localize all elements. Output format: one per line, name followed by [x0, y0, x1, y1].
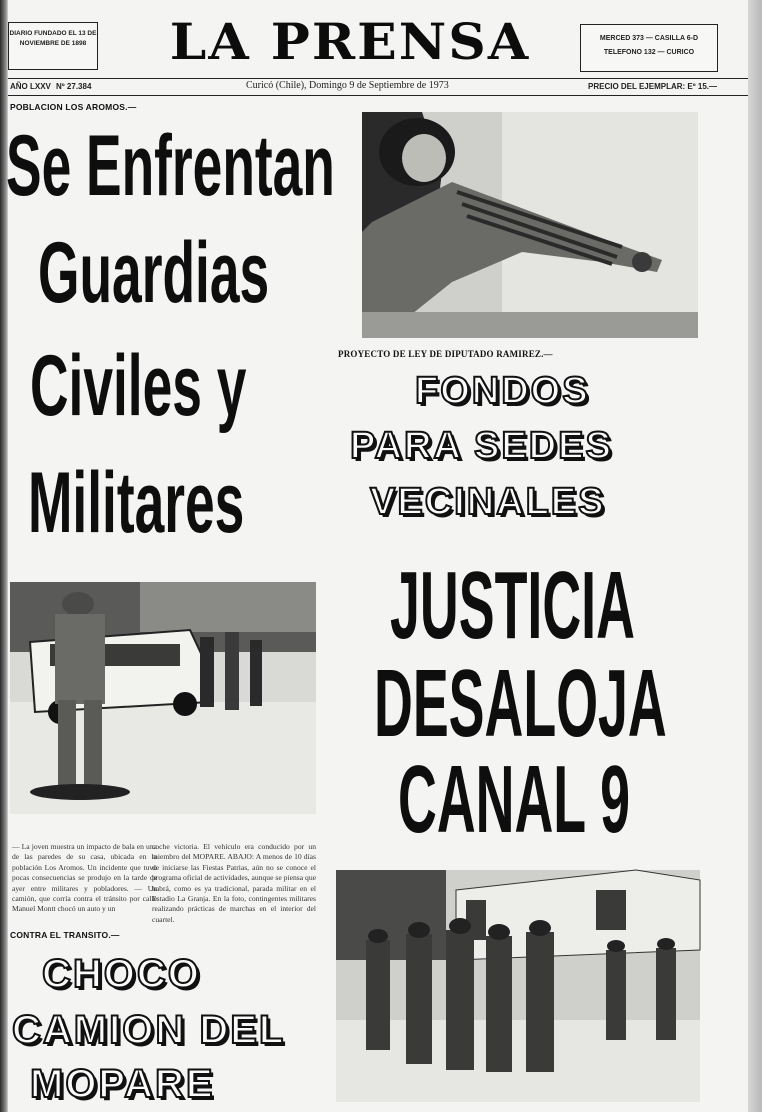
headline-line: Guardias	[38, 225, 270, 321]
address-line: TELEFONO 132 — CURICO	[603, 49, 695, 56]
kicker-los-aromos: POBLACION LOS AROMOS.—	[10, 102, 137, 112]
headline-line: PARA SEDES	[350, 425, 613, 467]
headline-line: CANAL 9	[398, 746, 630, 853]
address-line: MERCED 373 — CASILLA 6-D	[599, 35, 699, 42]
headline-line: DESALOJA	[374, 650, 667, 757]
headline-line: FONDOS	[415, 370, 590, 412]
newspaper-title: LA PRENSA	[169, 13, 531, 72]
founded-line: NOVIEMBRE DE 1898	[19, 40, 87, 47]
headline-line: Se Enfrentan	[6, 118, 335, 214]
kicker-proyecto: PROYECTO DE LEY DE DIPUTADO RAMIREZ.—	[338, 349, 553, 359]
photo-soldiers-marching-image	[336, 870, 700, 1102]
year-label: AÑO LXXV	[10, 82, 51, 91]
headline-line: CHOCO	[42, 952, 201, 996]
headline-line: Civiles y	[30, 338, 247, 434]
headline-line: MOPARE	[30, 1062, 215, 1106]
headline-line: Militares	[28, 455, 245, 551]
price-label: PRECIO DEL EJEMPLAR: Eº 15.—	[588, 82, 718, 91]
address-box	[580, 24, 718, 72]
body-column-2: coche victoria. El vehículo era conducido por un miembro del MOPARE. ABAJO: A menos de 10 días de iniciarse las Fiestas Patrias, aún no se conoce el programa oficial de actividades, aunque se piensa que habrá, como es ya tradicional, parada militar en el Estadio La Granja. En la foto, contingentes militares realizando prácticas de marchas en el interior del cuartel.	[152, 842, 316, 924]
photo-woman-pointing	[362, 112, 698, 338]
page-edge-right	[748, 0, 762, 1112]
masthead-rule-top	[8, 78, 748, 79]
photo-soldiers-marching	[336, 870, 700, 1102]
photo-woman-pointing-image	[362, 112, 698, 338]
issue-number: Nº 27.384	[56, 82, 92, 91]
masthead-rule-bottom	[8, 95, 748, 96]
headline-line: VECINALES	[370, 481, 606, 523]
body-column-1: — La joven muestra un impacto de bala en una de las paredes de su casa, ubicada en la población Los Aromos. Un incidente que tuvo pocas consecuencias se produjo en la tarde de ayer entre militares y pobladores. — Un camión, que corría contra el tránsito por calle Manuel Montt chocó un auto y un	[12, 842, 157, 914]
founded-box	[8, 22, 98, 70]
headline-line: JUSTICIA	[390, 552, 635, 659]
photo-soldier-street-image	[10, 582, 316, 814]
founded-line: DIARIO FUNDADO EL 13 DE	[9, 30, 97, 37]
place-date: Curicó (Chile), Domingo 9 de Septiembre de 1973	[246, 80, 449, 91]
kicker-contra-transito: CONTRA EL TRANSITO.—	[10, 930, 120, 940]
headline-line: CAMION DEL	[12, 1008, 286, 1052]
photo-soldier-street	[10, 582, 316, 814]
